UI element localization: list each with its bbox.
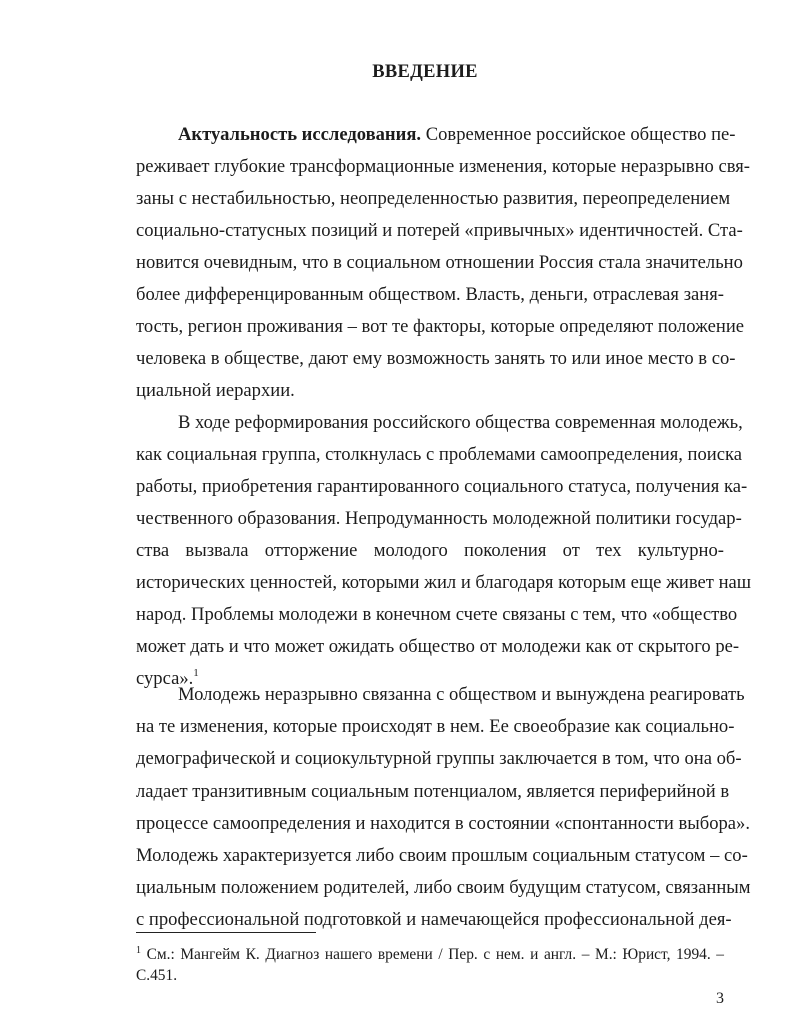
text-fragment: сурса». xyxy=(136,668,194,689)
text-line: В ходе реформирования российского общества современная молодежь, xyxy=(178,412,743,433)
footnote-reference[interactable]: 1 xyxy=(193,667,199,679)
text-line: народ. Проблемы молодежи в конечном счете связаны с тем, что «общество xyxy=(136,604,738,625)
text-line: на те изменения, которые происходят в нем. Ее своеобразие как социально- xyxy=(136,716,735,737)
text-line: может дать и что может ожидать общество от молодежи как от скрытого ре- xyxy=(136,636,740,657)
footnote-line: С.451. xyxy=(136,967,178,984)
text-line xyxy=(178,123,736,147)
text-line: человека в обществе, дают ему возможность занять то или иное место в со- xyxy=(136,348,736,369)
footnote-text: См.: Мангейм К. Диагноз нашего времени / Пер. с нем. и англ. – М.: Юрист, 1994. – xyxy=(141,946,724,963)
text-fragment: Современное российское общество пе- xyxy=(421,124,736,145)
text-line: исторических ценностей, которыми жил и благодаря которым еще живет наш xyxy=(136,572,752,593)
text-line: новится очевидным, что в социальном отношении Россия стала значительно xyxy=(136,252,743,273)
text-line: циальной иерархии. xyxy=(136,380,295,401)
text-line: с профессиональной подготовкой и намечающейся профессиональной дея- xyxy=(136,909,732,930)
text-line: Молодежь неразрывно связанна с обществом и вынуждена реагировать xyxy=(178,684,745,705)
footnote-marker: 1 xyxy=(136,945,141,956)
text-line: процессе самоопределения и находится в состоянии «спонтанности выбора». xyxy=(136,813,750,834)
text-line: социально-статусных позиций и потерей «привычных» идентичностей. Ста- xyxy=(136,220,743,241)
text-line: более дифференцированным обществом. Власть, деньги, отраслевая заня- xyxy=(136,284,724,305)
section-heading: ВВЕДЕНИЕ xyxy=(372,62,478,82)
text-line: демографической и социокультурной группы заключается в том, что она об- xyxy=(136,748,742,769)
page-number: 3 xyxy=(716,990,724,1007)
text-line: ства вызвала отторжение молодого поколения от тех культурно- xyxy=(136,540,724,561)
text-line: чественного образования. Непродуманность молодежной политики государ- xyxy=(136,508,742,529)
text-line: ладает транзитивным социальным потенциалом, является периферийной в xyxy=(136,781,730,802)
text-line: как социальная группа, столкнулась с проблемами самоопределения, поиска xyxy=(136,444,743,465)
text-line: заны с нестабильностью, неопределенностью развития, переопределением xyxy=(136,188,731,209)
text-line: тость, регион проживания – вот те факторы, которые определяют положение xyxy=(136,316,745,337)
footnote-separator xyxy=(136,932,316,933)
text-line: работы, приобретения гарантированного социального статуса, получения ка- xyxy=(136,476,748,497)
footnote-line xyxy=(136,945,724,965)
text-line: циальным положением родителей, либо своим будущим статусом, связанным xyxy=(136,877,751,898)
text-line: реживает глубокие трансформационные изменения, которые неразрывно свя- xyxy=(136,156,751,177)
lead-phrase: Актуальность исследования. xyxy=(178,124,422,145)
text-line: Молодежь характеризуется либо своим прошлым социальным статусом – со- xyxy=(136,845,748,866)
